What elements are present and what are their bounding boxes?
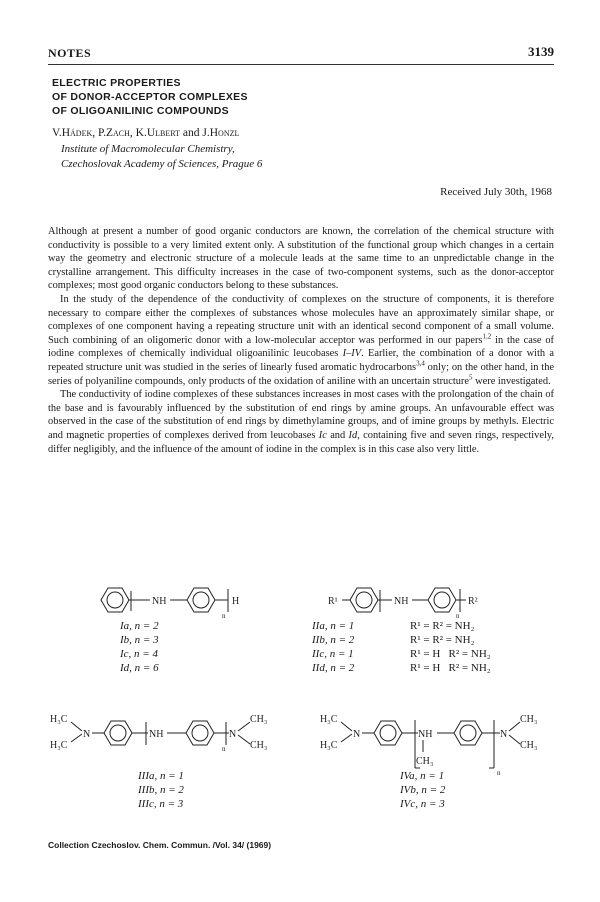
label-row-Ia — [120, 620, 159, 632]
methyl-group: CH₃ — [520, 740, 538, 751]
aromatic-circle — [380, 725, 396, 741]
compound-id: IVc, — [400, 798, 419, 810]
bond — [238, 735, 250, 744]
nh-group: NH — [152, 596, 167, 607]
compound-id: Ic, — [120, 648, 132, 660]
structure-IV — [320, 714, 537, 777]
methyl-group: H₃C — [50, 740, 68, 751]
chain-length: n = 1 — [420, 770, 445, 782]
nitrogen-atom: N — [353, 729, 361, 740]
compound-id: IIIb, — [138, 784, 158, 796]
text-run: in the case of iodine complexes of chemically individual oligoanilinic leucobases — [48, 334, 555, 360]
repeat-index: n — [222, 745, 226, 753]
author-name: Ulbert — [146, 127, 181, 139]
repeat-index: n — [456, 612, 460, 620]
title-line-1: ELECTRIC PROPERTIES — [52, 77, 181, 89]
repeat-index: n — [222, 612, 226, 620]
compound-id: IVa, — [400, 770, 418, 782]
bond — [509, 722, 520, 731]
r1-group: R¹ — [328, 596, 338, 607]
affiliation-line-1: Institute of Macromolecular Chemistry, — [61, 143, 235, 155]
text-run: In the study of the dependence of the conductivity of complexes on the structure of components, it is therefore necessary to compare either the complexes of substances whose molecules have an approximately similar shape, or complexes of one component having a repeating structure unit with an identical second component of a small volume. Such combining of an oligomeric donor with a low-molecular acceptor was performed in our papers — [48, 293, 554, 346]
text-run: . Earlier, the combination of a donor with a repeated structure unit was studied in the series of linearly fused aromatic hydrocarbons — [48, 348, 554, 373]
chain-length: n = 2 — [160, 784, 184, 796]
r2-group: R² — [468, 596, 478, 607]
chain-length: n = 2 — [134, 620, 159, 632]
aromatic-circle — [356, 592, 372, 608]
structure-III — [50, 714, 267, 753]
aromatic-circle — [192, 725, 208, 741]
nh-group: NH — [394, 596, 409, 607]
methyl-group: CH₃ — [520, 714, 538, 725]
chain-length: n = 2 — [330, 634, 355, 646]
chain-length: n = 4 — [134, 648, 158, 660]
author-name: Zach — [105, 127, 130, 139]
aromatic-circle — [107, 592, 123, 608]
citation: 1,2 — [482, 332, 492, 341]
aromatic-circle — [460, 725, 476, 741]
structure-II — [328, 588, 478, 620]
text-run: and — [326, 429, 349, 441]
bond — [71, 734, 82, 742]
citation: 3,4 — [416, 359, 425, 368]
label-row-IIa — [312, 620, 354, 632]
label-sub-IIc: R¹ = H R² = NH₂ — [410, 648, 491, 660]
aromatic-circle — [434, 592, 450, 608]
text-run: only; on the other hand, in the series of polyaniline compounds, only products of the oxidation of aniline with an uncertain structure — [48, 361, 555, 387]
nitrogen-atom: N — [83, 729, 91, 740]
author-name: Honzl — [209, 127, 240, 139]
page-number: 3139 — [528, 44, 554, 59]
text-run: , containing five and seven rings, respectively, differ negligibly, and the influence of the amount of iodine in the complex is in this case also very little. — [48, 429, 554, 455]
nitrogen-atom: N — [500, 729, 508, 740]
bond — [238, 722, 250, 731]
label-row-IIc — [312, 648, 354, 660]
received-date: Received July 30th, 1968 — [440, 186, 552, 198]
bond — [341, 734, 352, 742]
aromatic-circle — [110, 725, 126, 741]
bond — [509, 735, 520, 744]
structure-I — [101, 588, 239, 620]
compound-id: IIc, — [312, 648, 327, 660]
affiliation-line-2: Czechoslovak Academy of Sciences, Prague 6 — [61, 158, 263, 170]
journal-footer: Collection Czechoslov. Chem. Commun. /Vol. 34/ (1969) — [48, 840, 272, 850]
author-initial: , K. — [129, 127, 147, 139]
chain-length: n = 6 — [134, 662, 159, 674]
title-line-3: OF OLIGOANILINIC COMPOUNDS — [52, 105, 229, 117]
label-row-IVb — [400, 784, 445, 796]
label-row-IIb — [312, 634, 354, 646]
compound-id: IIb, — [312, 634, 328, 646]
label-row-Ic — [120, 648, 158, 660]
chain-length: n = 1 — [330, 620, 355, 632]
nitrogen-atom: NH — [418, 729, 433, 740]
text-run: The conductivity of iodine complexes of these substances increases in most cases with the prolongation of the chain of the base and is favourably influenced by the substitution of end rings by amine groups. An unfavourable effect was observed in the case of the substitution of end rings by dimethylamine groups, and of imine groups by methyls. Electric and magnetic properties of complexes derived from leucobases — [48, 389, 554, 441]
label-row-IIIa — [138, 770, 184, 782]
chain-length: n = 2 — [330, 662, 355, 674]
methyl-group: H₃C — [320, 714, 338, 725]
label-sub-IIb: R¹ = R² = NH₂ — [410, 634, 475, 646]
aromatic-circle — [193, 592, 209, 608]
bond — [71, 722, 82, 731]
author-initial: , P. — [92, 127, 106, 139]
author-name: Hádek — [61, 127, 93, 139]
chain-length: n = 3 — [420, 798, 445, 810]
bond — [341, 722, 352, 731]
label-row-IIIb — [138, 784, 184, 796]
paragraph-1: Although at present a number of good organic conductors are known, the correlation of the chemical structure with conductivity is possible to a very limited extent only. A substitution of the functional group which changes in a certain way the geometry and electronic structure of a molecule leads at the same time to an unpredictable change in the crystalline arrangement. This difficulty increases in the case of two-component systems, such as the donor-acceptor complexes; most good organic conductors belong to these substances. — [48, 226, 554, 292]
methyl-group: CH₃ — [250, 740, 268, 751]
title-line-2: OF DONOR-ACCEPTOR COMPLEXES — [52, 91, 248, 103]
author-initial: V. — [52, 127, 62, 139]
nh-group: NH — [149, 729, 164, 740]
author-initial: and J. — [180, 127, 210, 139]
methyl-group: CH₃ — [416, 756, 434, 767]
label-row-IIIc — [138, 798, 183, 810]
compound-ref: Ic — [318, 429, 327, 441]
chain-length: n = 3 — [159, 798, 184, 810]
nitrogen-atom: N — [229, 729, 237, 740]
compound-id: IIIa, — [138, 770, 158, 782]
label-row-Ib — [120, 634, 159, 646]
label-row-Id — [120, 662, 159, 674]
methyl-group: H₃C — [320, 740, 338, 751]
chain-length: n = 2 — [421, 784, 446, 796]
compound-id: IVb, — [400, 784, 419, 796]
section-label: NOTES — [48, 46, 92, 60]
compound-id: IIa, — [312, 620, 328, 632]
chain-length: n = 3 — [134, 634, 159, 646]
label-row-IVc — [400, 798, 445, 810]
compound-id: Ib, — [120, 634, 132, 646]
methyl-group: CH₃ — [250, 714, 268, 725]
text-run: were investigated. — [472, 375, 551, 387]
compound-ref: Id — [348, 429, 358, 441]
label-row-IVa — [400, 770, 444, 782]
chain-length: n = 1 — [329, 648, 354, 660]
chain-length: n = 1 — [160, 770, 184, 782]
repeat-index: n — [497, 769, 501, 777]
compound-id: Id, — [120, 662, 132, 674]
h-atom: H — [232, 596, 240, 607]
label-row-IId — [312, 662, 354, 674]
citation: 5 — [469, 373, 473, 382]
methyl-group: H₃C — [50, 714, 68, 725]
compound-ref: I–IV — [342, 348, 362, 360]
label-sub-IIa: R¹ = R² = NH₂ — [410, 620, 475, 632]
compound-id: IIIc, — [138, 798, 157, 810]
compound-id: Ia, — [120, 620, 132, 632]
compound-id: IId, — [312, 662, 328, 674]
label-sub-IId: R¹ = H R² = NH₂ — [410, 662, 491, 674]
